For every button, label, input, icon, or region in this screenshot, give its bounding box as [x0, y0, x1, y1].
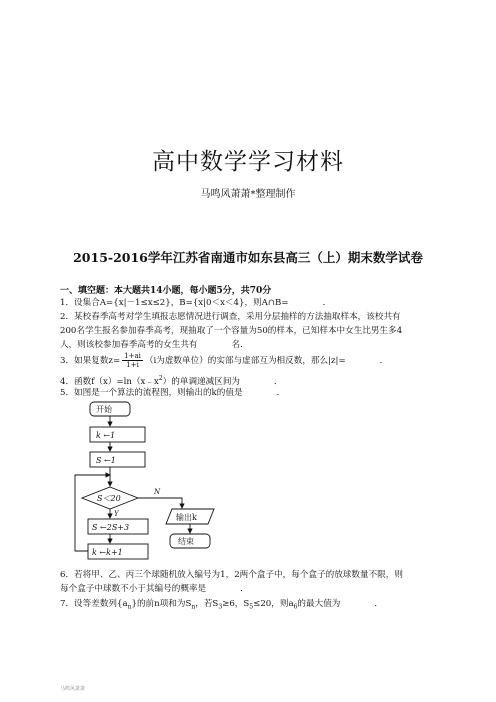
question-1: 1．设集合A={x|－1≤x≤2}，B={x|0＜x＜4}，则A∩B= ． [60, 298, 332, 308]
question-4: 4．函数$f(x)=\ln(x﹣x^2)$的单调递减区间为 ． [60, 375, 283, 387]
flow-output-label: 输出k [176, 513, 197, 522]
subtitle: 马鸣风萧萧*整理制作 [200, 189, 296, 200]
question-2-line-1: 2．某校春季高考对学生填报志愿情况进行调查，采用分层抽样的方法抽取样本，该校共有 [60, 312, 401, 322]
question-2-line-3: 人，则该校参加春季高考的女生共有 名． [60, 340, 249, 350]
flow-no-arrow [138, 498, 182, 508]
main-title: 高中数学学习材料 [152, 149, 344, 175]
page-footer: 马鸣风萧萧 [60, 686, 86, 692]
flow-end-label: 结束 [178, 537, 194, 546]
flow-s-update-label: S ←2S+3 [92, 523, 130, 532]
question-3: 3．如果复数z= $\frac{1+ai}{1+i}$ （i为虚数单位）的实部与虚部互为相反数，那么|z|= ． [60, 352, 389, 369]
question-6-line-1: 6．若将甲、乙、丙三个球随机放入编号为1，2两个盒子中，每个盒子的放球数量不限，则 [60, 570, 403, 580]
flow-yes-label: Y [114, 510, 119, 518]
flow-no-label: N [154, 488, 161, 496]
exam-title: 2015-2016学年江苏省南通市如东县高三（上）期末数学试卷 [73, 250, 423, 265]
question-6-line-2: 每个盒子中球数不小于其编号的概率是 ． [60, 584, 249, 594]
flow-start-label: 开始 [96, 405, 112, 414]
question-7: 7．设等差数列$\{a_n\}$的前n项和为$S_n$，若$S_3\ge 6$，$S_5\le 20$，则$a_6$的最大值为 ． [60, 599, 383, 611]
flow-s-init-label: S ←1 [96, 456, 116, 465]
question-5: 5．如图是一个算法的流程图，则输出的k的值是 ． [60, 388, 286, 398]
flow-k-init-label: k ←1 [96, 431, 116, 440]
flow-loop-arrow [75, 475, 110, 551]
algorithm-flowchart [72, 400, 222, 565]
flow-condition-label: S＜20 [97, 494, 121, 503]
section-heading: 一、填空题：本大题共14小题，每小题5分，共70分 [60, 286, 272, 296]
flow-k-update-label: k ←k+1 [92, 548, 123, 557]
fraction: $\frac{1+ai}{1+i}$ [124, 352, 141, 369]
question-2-line-2: 200名学生报名参加春季高考，现抽取了一个容量为50的样本，已知样本中女生比男生多4 [60, 326, 403, 336]
